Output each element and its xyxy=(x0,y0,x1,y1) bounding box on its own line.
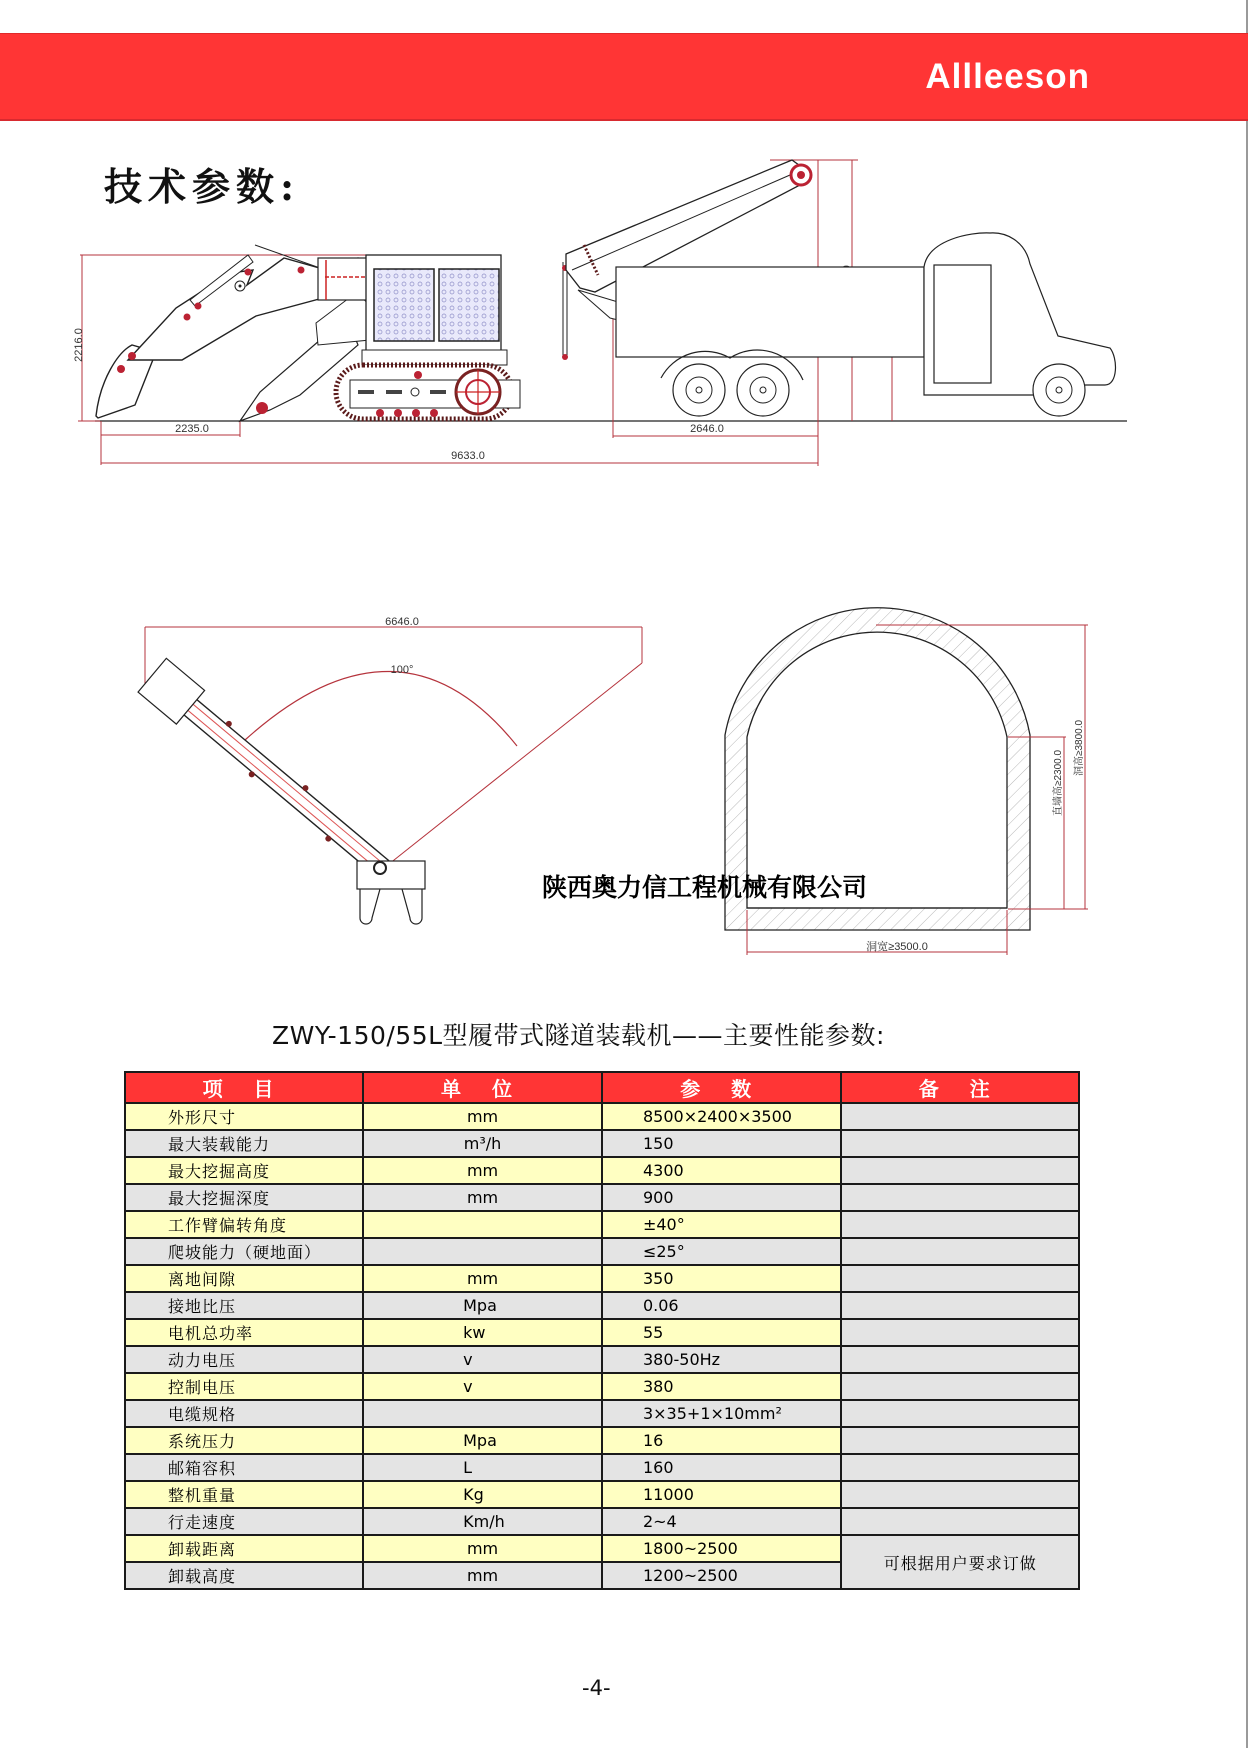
brand-logo: Allleeson xyxy=(925,57,1090,96)
cell-unit: m³/h xyxy=(363,1130,602,1157)
spec-table xyxy=(124,1071,1080,1590)
cell-item: 邮箱容积 xyxy=(125,1454,363,1481)
cell-unit: v xyxy=(363,1346,602,1373)
table-title: ZWY-150/55L型履带式隧道装载机——主要性能参数: xyxy=(272,1021,885,1050)
cell-note xyxy=(841,1103,1079,1130)
cell-unit: mm xyxy=(363,1103,602,1130)
section-title: 技术参数: xyxy=(104,164,301,209)
cell-value: ±40° xyxy=(602,1211,841,1238)
cell-note xyxy=(841,1400,1079,1427)
header-note: 备 注 xyxy=(841,1072,1079,1103)
table-row xyxy=(125,1184,1079,1211)
cell-value: 55 xyxy=(602,1319,841,1346)
cell-note xyxy=(841,1265,1079,1292)
table-row xyxy=(125,1508,1079,1535)
dim-swing-width: 6646.0 xyxy=(385,616,419,628)
cell-item: 爬坡能力（硬地面） xyxy=(125,1238,363,1265)
cell-value: 380-50Hz xyxy=(602,1346,841,1373)
cell-item: 离地间隙 xyxy=(125,1265,363,1292)
cell-note xyxy=(841,1211,1079,1238)
truck-drawing xyxy=(616,233,1115,416)
cell-value: 1200~2500 xyxy=(602,1562,841,1589)
cell-value: 900 xyxy=(602,1184,841,1211)
cell-note xyxy=(841,1184,1079,1211)
table-row xyxy=(125,1103,1079,1130)
table-row xyxy=(125,1454,1079,1481)
cell-item: 工作臂偏转角度 xyxy=(125,1211,363,1238)
cell-value: 8500×2400×3500 xyxy=(602,1103,841,1130)
cell-item: 卸载高度 xyxy=(125,1562,363,1589)
header-unit: 单 位 xyxy=(363,1072,602,1103)
cell-value: 2~4 xyxy=(602,1508,841,1535)
table-header-row xyxy=(125,1072,1079,1103)
table-row xyxy=(125,1157,1079,1184)
dim-wall-height: 直墙高≥2300.0 xyxy=(1053,749,1064,817)
cell-unit: mm xyxy=(363,1265,602,1292)
cell-item: 电机总功率 xyxy=(125,1319,363,1346)
dim-total-length: 9633.0 xyxy=(451,450,485,462)
cell-value: 1800~2500 xyxy=(602,1535,841,1562)
cell-value: 11000 xyxy=(602,1481,841,1508)
cell-note-merged: 可根据用户要求订做 xyxy=(841,1535,1079,1589)
table-row xyxy=(125,1373,1079,1400)
side-view-drawing xyxy=(73,160,1127,466)
table-row xyxy=(125,1346,1079,1373)
cell-item: 卸载距离 xyxy=(125,1535,363,1562)
cell-value: 150 xyxy=(602,1130,841,1157)
table-row xyxy=(125,1319,1079,1346)
cell-unit: mm xyxy=(363,1562,602,1589)
page-number: -4- xyxy=(582,1676,611,1700)
table-row xyxy=(125,1400,1079,1427)
cell-item: 最大装载能力 xyxy=(125,1130,363,1157)
cell-unit: mm xyxy=(363,1157,602,1184)
cell-note xyxy=(841,1508,1079,1535)
cell-note xyxy=(841,1454,1079,1481)
cell-item: 动力电压 xyxy=(125,1346,363,1373)
cell-item: 行走速度 xyxy=(125,1508,363,1535)
dim-total-height: 2216.0 xyxy=(73,328,85,362)
dim-front-length: 2235.0 xyxy=(175,423,209,435)
cell-note xyxy=(841,1346,1079,1373)
cell-unit: kw xyxy=(363,1319,602,1346)
cell-value: 380 xyxy=(602,1373,841,1400)
cell-item: 接地比压 xyxy=(125,1292,363,1319)
cell-item: 电缆规格 xyxy=(125,1400,363,1427)
cell-note xyxy=(841,1427,1079,1454)
header-item: 项 目 xyxy=(125,1072,363,1103)
dim-tunnel-width: 洞宽≥3500.0 xyxy=(866,941,928,953)
cell-unit: v xyxy=(363,1373,602,1400)
cell-unit: mm xyxy=(363,1184,602,1211)
cell-value: 350 xyxy=(602,1265,841,1292)
dim-rear-overhang: 2646.0 xyxy=(690,423,724,435)
header-value: 参 数 xyxy=(602,1072,841,1103)
cell-value: 16 xyxy=(602,1427,841,1454)
cell-unit xyxy=(363,1400,602,1427)
table-row xyxy=(125,1211,1079,1238)
cell-item: 控制电压 xyxy=(125,1373,363,1400)
table-row xyxy=(125,1481,1079,1508)
cell-item: 系统压力 xyxy=(125,1427,363,1454)
cell-value: 3×35+1×10mm² xyxy=(602,1400,841,1427)
cell-value: 0.06 xyxy=(602,1292,841,1319)
cell-note xyxy=(841,1373,1079,1400)
table-row xyxy=(125,1292,1079,1319)
cell-unit: Mpa xyxy=(363,1427,602,1454)
cell-unit xyxy=(363,1211,602,1238)
dim-tunnel-height: 洞高≥3800.0 xyxy=(1074,719,1085,777)
table-row xyxy=(125,1130,1079,1157)
cell-note xyxy=(841,1481,1079,1508)
cell-note xyxy=(841,1319,1079,1346)
cell-note xyxy=(841,1157,1079,1184)
cell-value: 4300 xyxy=(602,1157,841,1184)
cell-value: 160 xyxy=(602,1454,841,1481)
cell-unit: Km/h xyxy=(363,1508,602,1535)
cell-unit: Mpa xyxy=(363,1292,602,1319)
cell-unit: mm xyxy=(363,1535,602,1562)
cell-value: ≤25° xyxy=(602,1238,841,1265)
cell-item: 最大挖掘高度 xyxy=(125,1157,363,1184)
cell-item: 最大挖掘深度 xyxy=(125,1184,363,1211)
dim-swing-angle: 100° xyxy=(390,664,414,676)
cell-note xyxy=(841,1130,1079,1157)
cell-item: 整机重量 xyxy=(125,1481,363,1508)
company-name: 陕西奥力信工程机械有限公司 xyxy=(542,873,868,902)
cell-item: 外形尺寸 xyxy=(125,1103,363,1130)
cell-unit: Kg xyxy=(363,1481,602,1508)
cell-note xyxy=(841,1292,1079,1319)
table-row xyxy=(125,1535,1079,1562)
table-row xyxy=(125,1427,1079,1454)
table-row xyxy=(125,1265,1079,1292)
table-row xyxy=(125,1238,1079,1265)
cell-unit: L xyxy=(363,1454,602,1481)
cell-unit xyxy=(363,1238,602,1265)
cell-note xyxy=(841,1238,1079,1265)
